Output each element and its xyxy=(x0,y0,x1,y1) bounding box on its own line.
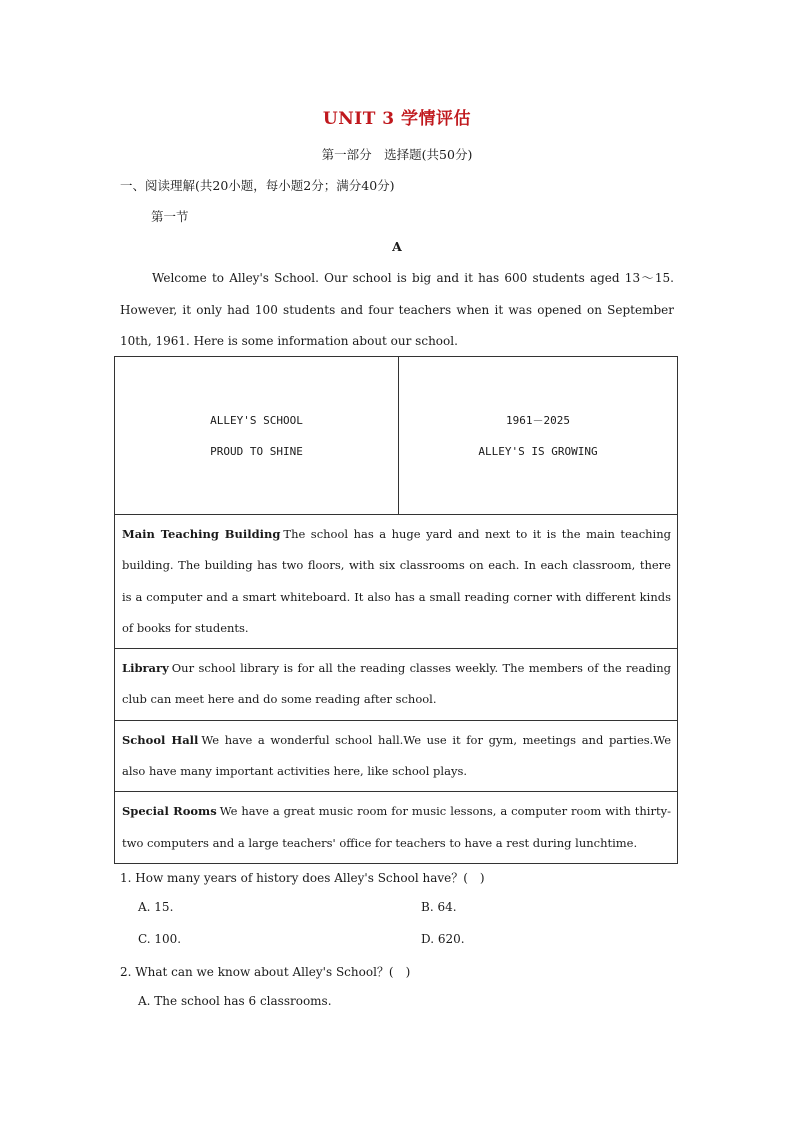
passage-label: A xyxy=(392,239,402,254)
school-hall-cell xyxy=(115,720,678,792)
table-row xyxy=(115,515,678,649)
banner-motto: PROUD TO SHINE xyxy=(210,444,303,458)
row-text: We have a great music room for music lessons, a computer room with thirty-two computers and a large teachers' office for teachers to have a rest during lunchtime. xyxy=(122,804,671,850)
main-teaching-building-cell xyxy=(115,515,678,649)
special-rooms-cell xyxy=(115,792,678,864)
school-info-table xyxy=(114,356,678,864)
question-1-stem: 1. How many years of history does Alley's School have？( ) xyxy=(120,871,485,885)
row-text: The school has a huge yard and next to it is the main teaching building. The building has two floors, with six classrooms on each. In each classroom, there is a computer and a smart whiteboard. It also has a small reading corner with different kinds of books for students. xyxy=(122,527,671,635)
question-2-stem: 2. What can we know about Alley's School？( ) xyxy=(120,965,411,979)
row-text: We have a wonderful school hall.We use it for gym, meetings and parties.We also have many important activities here, like school plays. xyxy=(122,732,672,779)
row-title: Library xyxy=(122,661,169,676)
question-1-option-c[interactable]: C. 100. xyxy=(138,932,182,946)
table-row xyxy=(115,792,678,864)
subsection-heading: 第一节 xyxy=(151,209,189,224)
banner-left-cell xyxy=(115,357,399,515)
question-2-option-a[interactable]: A. The school has 6 classrooms. xyxy=(138,994,332,1008)
banner-row xyxy=(115,357,678,515)
part-heading: 第一部分 选择题(共50分) xyxy=(321,147,473,162)
page-title: UNIT 3 学情评估 xyxy=(322,109,472,129)
table-row xyxy=(115,720,678,792)
table-row xyxy=(115,649,678,721)
row-text: Our school library is for all the reading classes weekly. The members of the reading club can meet here and do some reading after school. xyxy=(122,661,671,707)
banner-right-cell xyxy=(399,357,678,515)
section-heading: 一、阅读理解(共20小题，每小题2分；满分40分) xyxy=(120,178,395,193)
question-1-option-a[interactable]: A. 15. xyxy=(138,900,174,914)
row-title: Main Teaching Building xyxy=(122,527,281,541)
row-title: Special Rooms xyxy=(122,804,217,819)
banner-years: 1961－2025 xyxy=(506,413,570,427)
banner-school-name: ALLEY'S SCHOOL xyxy=(210,413,303,427)
banner-slogan: ALLEY'S IS GROWING xyxy=(478,444,598,458)
library-cell xyxy=(115,649,678,721)
intro-paragraph: Welcome to Alley's School. Our school is big and it has 600 students aged 13～15. However, it only had 100 students and four teachers when it was opened on September 10th, 1961. Here is some information about our school. xyxy=(120,271,674,348)
row-title: School Hall xyxy=(122,732,199,747)
question-1-option-b[interactable]: B. 64. xyxy=(421,900,457,914)
question-1-option-d[interactable]: D. 620. xyxy=(421,932,465,946)
